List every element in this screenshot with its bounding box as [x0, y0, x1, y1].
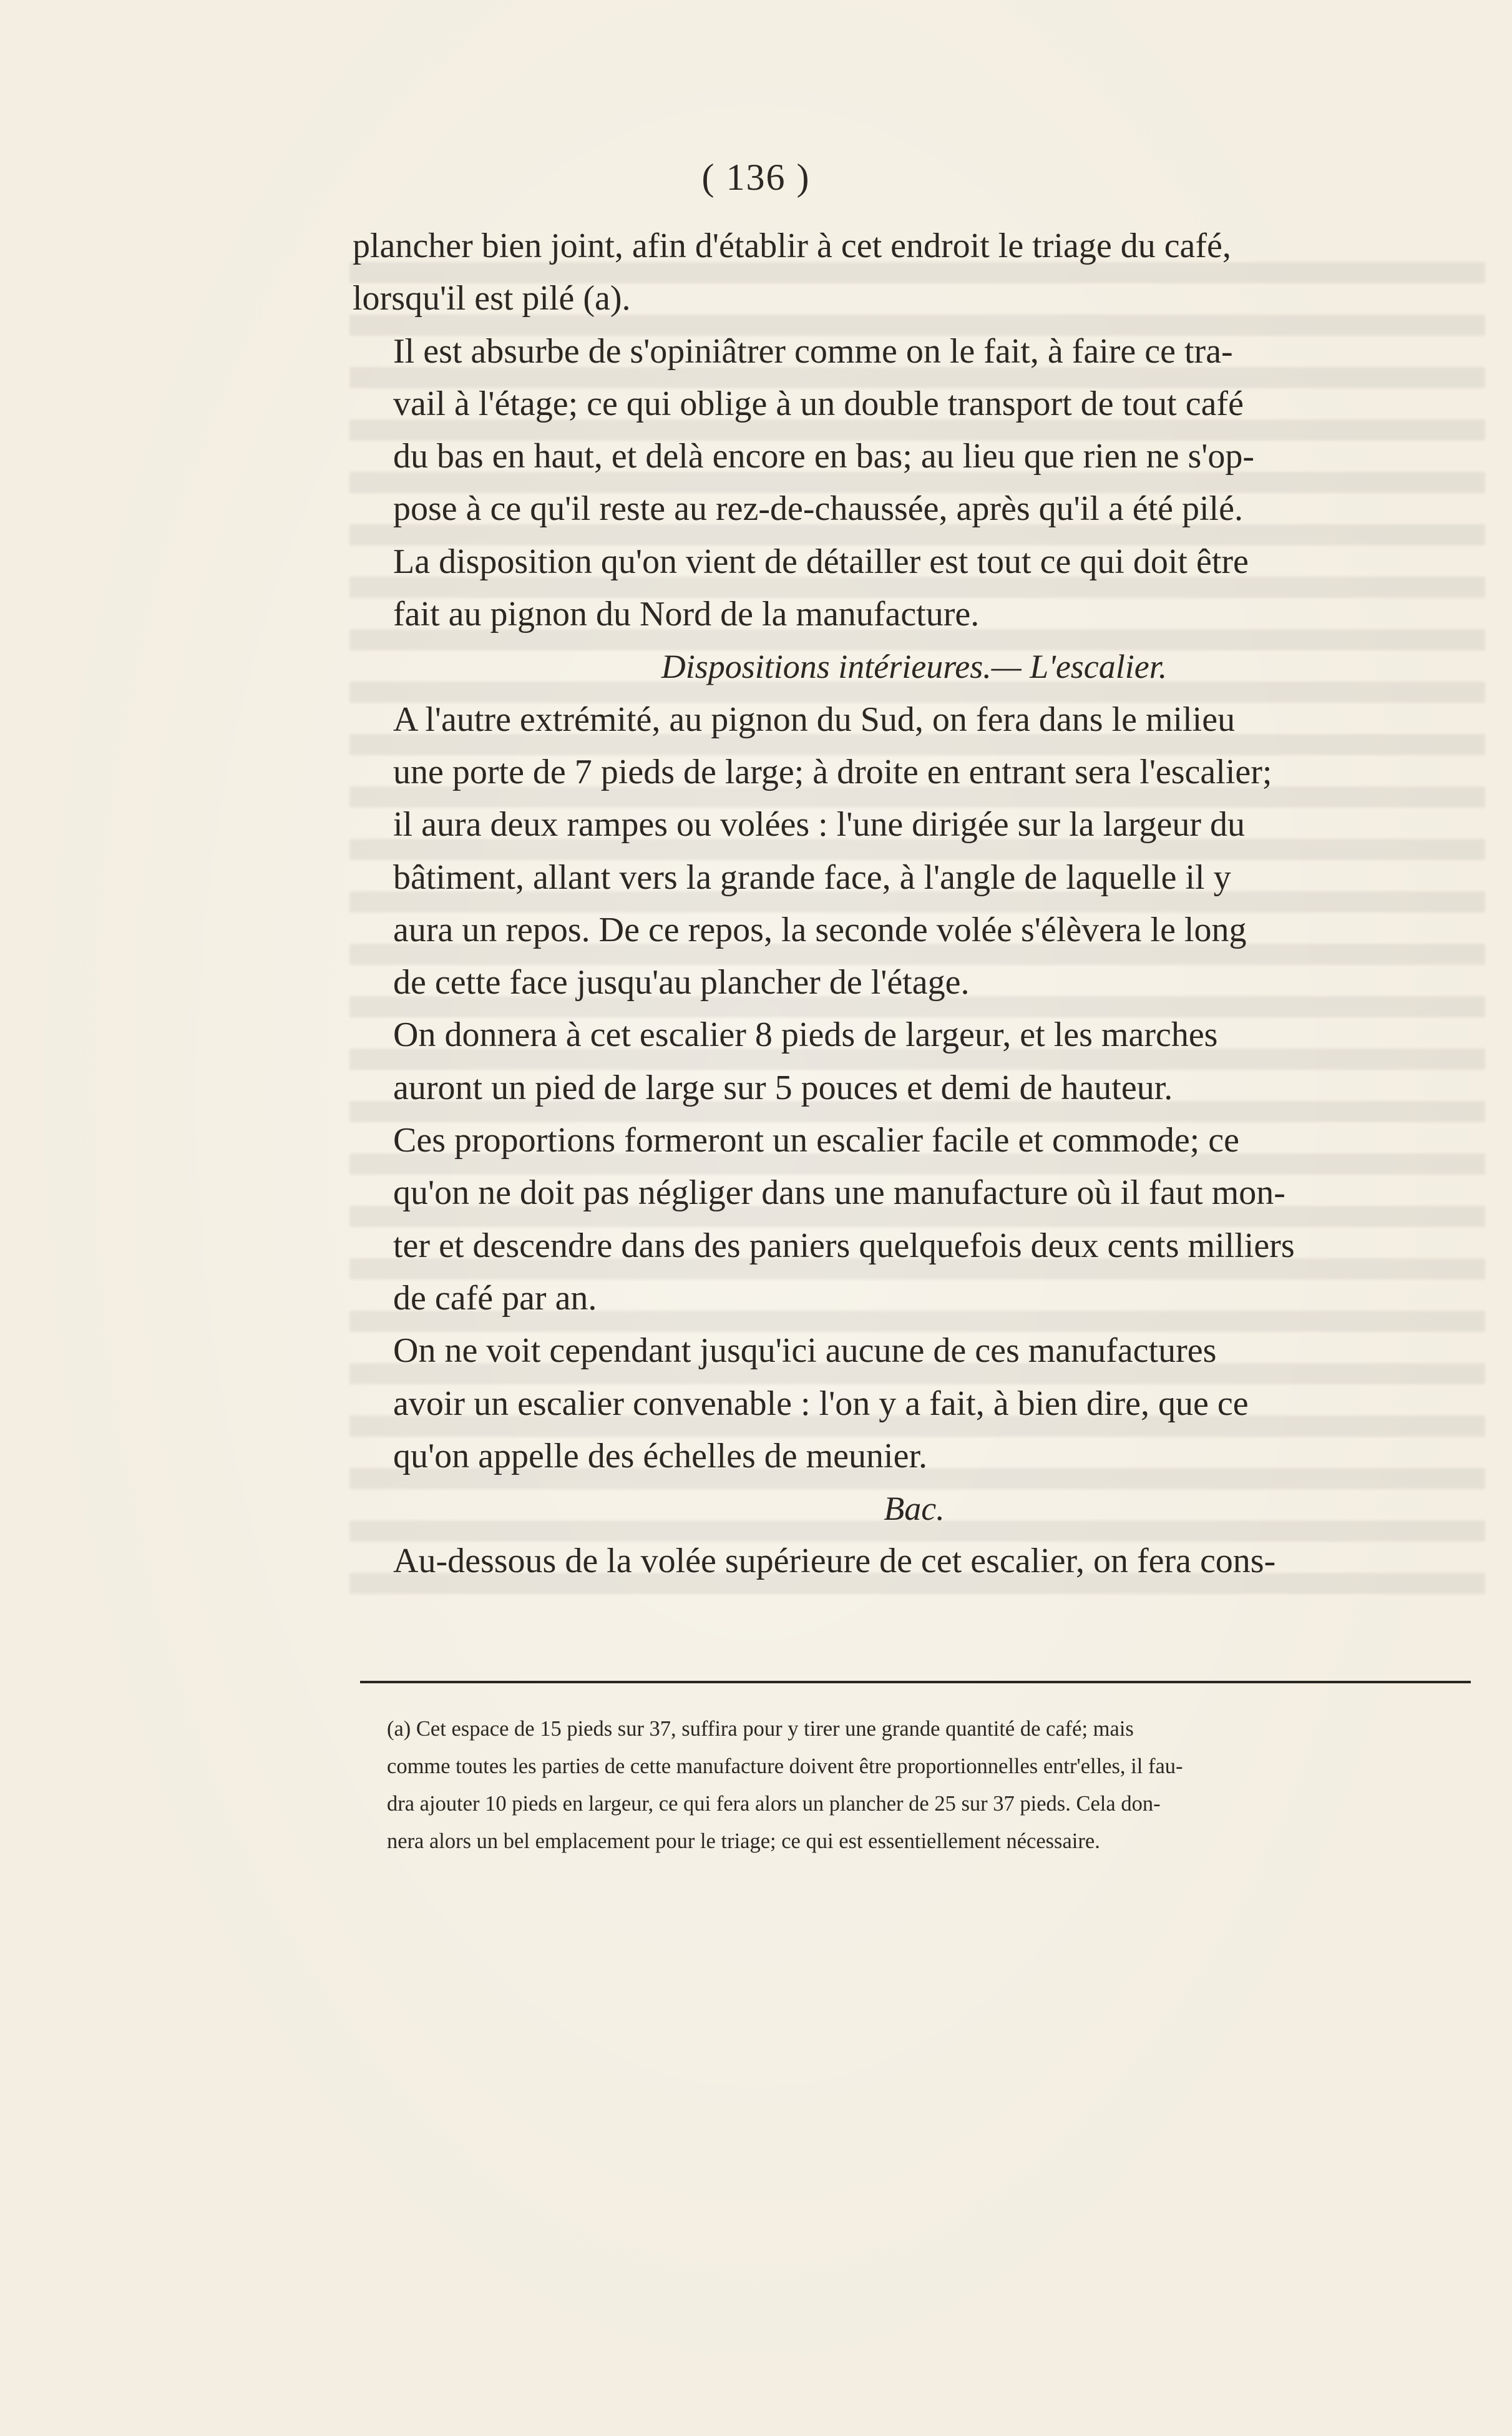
text-line: ter et descendre dans des paniers quelquefois deux cents milliers	[393, 1226, 1295, 1265]
text-line: On donnera à cet escalier 8 pieds de largeur, et les marches	[393, 1015, 1218, 1055]
section-heading: Bac.	[884, 1490, 945, 1528]
text-line: de cette face jusqu'au plancher de l'étage.	[393, 963, 970, 1002]
text-line: La disposition qu'on vient de détailler est tout ce qui doit être	[393, 542, 1249, 581]
text-line: une porte de 7 pieds de large; à droite en entrant sera l'escalier;	[393, 752, 1272, 791]
text-line: il aura deux rampes ou volées : l'une dirigée sur la largeur du	[393, 805, 1246, 844]
text-line: bâtiment, allant vers la grande face, à l'angle de laquelle il y	[393, 858, 1231, 897]
text-line: aura un repos. De ce repos, la seconde volée s'élèvera le long	[393, 910, 1247, 949]
text-line: Au-dessous de la volée supérieure de cet escalier, on fera cons-	[393, 1542, 1276, 1581]
text-line: auront un pied de large sur 5 pouces et demi de hauteur.	[393, 1068, 1173, 1107]
paragraph	[353, 220, 1476, 325]
paragraph	[353, 1324, 1476, 1482]
paragraph	[353, 1535, 1476, 1587]
footnote-line: comme toutes les parties de cette manufacture doivent être proportionnelles entr'elles, il fau-	[387, 1754, 1183, 1778]
main-text-block	[353, 220, 1476, 1588]
page-number: ( 136 )	[701, 157, 811, 198]
footnote-line: (a) Cet espace de 15 pieds sur 37, suffira pour y tirer une grande quantité de café; mais	[387, 1717, 1134, 1741]
text-line: qu'on ne doit pas négliger dans une manufacture où il faut mon-	[393, 1173, 1285, 1213]
text-line: lorsqu'il est pilé (a).	[353, 279, 631, 318]
paragraph	[353, 1009, 1476, 1114]
paragraph	[353, 536, 1476, 641]
paragraph	[353, 325, 1476, 536]
section-heading: Dispositions intérieures.— L'escalier.	[661, 648, 1168, 686]
footnote	[359, 1710, 1470, 1860]
text-line: Ces proportions formeront un escalier facile et commode; ce	[393, 1121, 1239, 1160]
text-line: Il est absurbe de s'opiniâtrer comme on le fait, à faire ce tra-	[393, 331, 1233, 371]
text-line: avoir un escalier convenable : l'on y a fait, à bien dire, que ce	[393, 1384, 1249, 1423]
text-line: fait au pignon du Nord de la manufacture.	[393, 595, 980, 634]
footnote-line: nera alors un bel emplacement pour le triage; ce qui est essentiellement nécessaire.	[387, 1829, 1100, 1853]
paragraph	[353, 693, 1476, 1009]
text-line: On ne voit cependant jusqu'ici aucune de ces manufactures	[393, 1331, 1217, 1371]
text-line: pose à ce qu'il reste au rez-de-chaussée, après qu'il a été pilé.	[393, 489, 1243, 529]
text-line: qu'on appelle des échelles de meunier.	[393, 1436, 927, 1475]
text-line: du bas en haut, et delà encore en bas; au lieu que rien ne s'op-	[393, 437, 1255, 476]
paragraph	[353, 1114, 1476, 1324]
text-line: de café par an.	[393, 1278, 597, 1318]
text-line: plancher bien joint, afin d'établir à cet endroit le triage du café,	[353, 227, 1231, 265]
text-line: vail à l'étage; ce qui oblige à un double transport de tout café	[393, 384, 1244, 423]
text-line: A l'autre extrémité, au pignon du Sud, on fera dans le milieu	[393, 700, 1236, 739]
footnote-line: dra ajouter 10 pieds en largeur, ce qui fera alors un plancher de 25 sur 37 pieds. Cela don-	[387, 1792, 1161, 1816]
footnote-divider	[360, 1681, 1471, 1683]
